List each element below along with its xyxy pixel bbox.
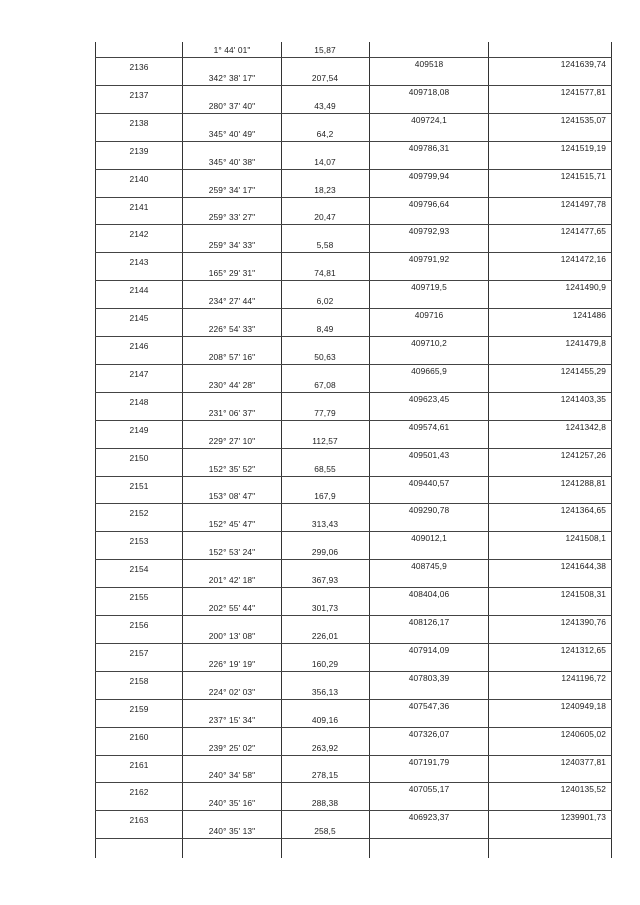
coordinate-y-value: 1241364,65 bbox=[560, 505, 606, 516]
coordinate-x-cell: 409440,57 bbox=[408, 477, 450, 488]
row-rule bbox=[95, 727, 612, 728]
segment-length-cell: 20,47 bbox=[314, 212, 336, 223]
coordinate-x-cell: 408126,17 bbox=[408, 617, 450, 627]
direction-angle-cell: 259° 34' 33" bbox=[208, 240, 256, 251]
direction-angle-cell: 237° 15' 34" bbox=[208, 714, 256, 725]
direction-angle-cell: 240° 35' 13" bbox=[208, 826, 256, 837]
direction-angle-cell: 152° 45' 47" bbox=[208, 519, 256, 530]
coordinate-y-cell bbox=[490, 366, 612, 376]
coordinate-x-cell: 407803,39 bbox=[408, 672, 450, 683]
coordinate-y-value: 1241472,16 bbox=[560, 254, 606, 265]
point-number-cell: 2162 bbox=[129, 787, 149, 798]
segment-length-cell: 409,16 bbox=[311, 714, 339, 725]
direction-angle-cell: 345° 40' 38" bbox=[208, 156, 256, 167]
direction-angle-cell: 226° 19' 19" bbox=[208, 658, 256, 669]
direction-angle-cell: 226° 54' 33" bbox=[208, 324, 256, 334]
segment-length-cell: 226,01 bbox=[311, 630, 339, 641]
direction-angle-cell: 240° 35' 16" bbox=[208, 798, 256, 809]
point-number-cell: 2156 bbox=[129, 620, 149, 630]
coordinate-x-cell: 409012,1 bbox=[411, 533, 447, 544]
coordinate-y-cell bbox=[490, 171, 612, 181]
segment-length-cell: 68,55 bbox=[314, 463, 336, 474]
row-rule bbox=[95, 197, 612, 198]
coordinate-y-cell bbox=[490, 338, 612, 348]
coordinate-y-value: 1241312,65 bbox=[560, 644, 606, 655]
segment-length-cell: 15,87 bbox=[314, 45, 336, 55]
direction-angle-cell: 259° 34' 17" bbox=[208, 184, 256, 195]
point-number-cell: 2142 bbox=[129, 229, 149, 240]
direction-angle-cell: 165° 29' 31" bbox=[208, 268, 256, 279]
direction-angle-cell: 345° 40' 49" bbox=[208, 128, 256, 139]
row-rule bbox=[95, 671, 612, 672]
coordinate-y-value: 1241577,81 bbox=[560, 86, 606, 97]
direction-angle-cell: 1° 44' 01" bbox=[213, 45, 251, 55]
coordinate-y-value: 1241479,8 bbox=[565, 338, 606, 348]
coordinate-y-cell bbox=[490, 645, 612, 655]
direction-angle-cell: 234° 27' 44" bbox=[208, 296, 256, 307]
row-rule bbox=[95, 364, 612, 365]
coordinate-y-cell bbox=[490, 589, 612, 599]
direction-angle-cell: 201° 42' 18" bbox=[208, 575, 256, 586]
segment-length-cell: 6,02 bbox=[316, 296, 334, 307]
point-number-cell: 2146 bbox=[129, 341, 149, 351]
coordinate-x-cell: 409518 bbox=[414, 59, 444, 69]
coordinate-x-cell: 407191,79 bbox=[408, 756, 450, 767]
direction-angle-cell: 280° 37' 40" bbox=[208, 100, 256, 111]
direction-angle-cell: 230° 44' 28" bbox=[208, 379, 256, 390]
coordinate-y-value: 1241196,72 bbox=[561, 672, 606, 683]
coordinate-x-cell: 409623,45 bbox=[408, 393, 450, 404]
segment-length-cell: 74,81 bbox=[314, 268, 336, 279]
coordinate-y-value: 1241342,8 bbox=[565, 421, 606, 432]
coordinate-y-value: 1241508,1 bbox=[565, 533, 606, 544]
coordinate-y-cell bbox=[490, 282, 612, 292]
point-number-cell: 2150 bbox=[129, 452, 149, 463]
point-number-cell: 2143 bbox=[129, 257, 149, 268]
coordinate-y-value: 1240949,18 bbox=[560, 700, 606, 711]
coordinate-x-cell: 409796,64 bbox=[408, 198, 450, 209]
direction-angle-cell: 152° 53' 24" bbox=[208, 547, 256, 558]
coordinate-y-cell bbox=[490, 505, 612, 515]
point-number-cell: 2140 bbox=[129, 173, 149, 184]
row-rule bbox=[95, 782, 612, 783]
point-number-cell: 2163 bbox=[129, 815, 149, 826]
segment-length-cell: 301,73 bbox=[311, 603, 339, 613]
direction-angle-cell: 259° 33' 27" bbox=[208, 212, 256, 223]
coordinate-y-cell bbox=[490, 226, 612, 236]
coordinate-y-value: 1240377,81 bbox=[560, 756, 606, 767]
segment-length-cell: 313,43 bbox=[311, 519, 339, 530]
segment-length-cell: 77,79 bbox=[314, 407, 336, 418]
row-rule bbox=[95, 755, 612, 756]
coordinate-y-value: 1241519,19 bbox=[560, 142, 606, 153]
segment-length-cell: 288,38 bbox=[311, 798, 339, 809]
point-number-cell: 2161 bbox=[129, 759, 149, 770]
segment-length-cell: 167,9 bbox=[314, 491, 336, 502]
coordinate-y-value: 1241515,71 bbox=[560, 170, 606, 181]
coordinate-y-cell bbox=[490, 394, 612, 404]
point-number-cell: 2158 bbox=[129, 675, 149, 686]
coordinate-x-cell: 409290,78 bbox=[408, 505, 450, 516]
direction-angle-cell: 152° 35' 52" bbox=[208, 463, 256, 474]
direction-angle-cell: 229° 27' 10" bbox=[208, 435, 256, 446]
row-rule bbox=[95, 503, 612, 504]
coordinate-y-value: 1241639,74 bbox=[560, 59, 606, 69]
row-rule bbox=[95, 420, 612, 421]
point-number-cell: 2136 bbox=[129, 62, 149, 72]
point-number-cell: 2138 bbox=[129, 117, 149, 128]
point-number-cell: 2139 bbox=[129, 145, 149, 156]
row-rule bbox=[95, 308, 612, 309]
row-rule bbox=[95, 141, 612, 142]
coordinate-y-value: 1241644,38 bbox=[560, 561, 606, 572]
direction-angle-cell: 240° 34' 58" bbox=[208, 770, 256, 781]
segment-length-cell: 356,13 bbox=[311, 686, 339, 697]
coordinate-x-cell: 407055,17 bbox=[408, 784, 450, 795]
row-rule bbox=[95, 336, 612, 337]
direction-angle-cell: 224° 02' 03" bbox=[208, 686, 256, 697]
row-rule bbox=[95, 531, 612, 532]
segment-length-cell: 367,93 bbox=[311, 575, 339, 586]
direction-angle-cell: 153° 08' 47" bbox=[208, 491, 256, 502]
coordinate-x-cell: 408404,06 bbox=[408, 589, 450, 600]
coordinate-y-value: 1240605,02 bbox=[560, 728, 606, 739]
row-rule bbox=[95, 476, 612, 477]
segment-length-cell: 207,54 bbox=[311, 72, 339, 83]
coordinate-x-cell: 409799,94 bbox=[408, 170, 450, 181]
coordinate-y-value: 1241497,78 bbox=[560, 198, 606, 209]
segment-length-cell: 160,29 bbox=[311, 658, 339, 669]
direction-angle-cell: 200° 13' 08" bbox=[208, 630, 256, 641]
row-rule bbox=[95, 587, 612, 588]
coordinate-y-cell bbox=[490, 143, 612, 153]
coordinate-y-cell bbox=[490, 59, 612, 69]
point-number-cell: 2141 bbox=[129, 201, 149, 212]
coordinate-x-cell: 409501,43 bbox=[408, 449, 450, 460]
coordinate-x-cell: 409786,31 bbox=[408, 142, 450, 153]
coordinate-x-cell: 409710,2 bbox=[411, 338, 447, 348]
coordinate-x-cell: 409724,1 bbox=[411, 114, 447, 125]
coordinate-y-value: 1240135,52 bbox=[560, 784, 606, 795]
coordinate-y-cell bbox=[490, 87, 612, 97]
segment-length-cell: 258,5 bbox=[314, 826, 336, 837]
coordinate-x-cell: 409792,93 bbox=[408, 226, 450, 237]
row-rule bbox=[95, 643, 612, 644]
row-rule bbox=[95, 448, 612, 449]
point-number-cell: 2153 bbox=[129, 536, 149, 547]
coordinate-y-cell bbox=[490, 757, 612, 767]
segment-length-cell: 112,57 bbox=[312, 435, 338, 446]
direction-angle-cell: 231° 06' 37" bbox=[208, 407, 256, 418]
coordinate-x-cell: 407547,36 bbox=[408, 700, 450, 711]
coordinate-y-cell bbox=[490, 422, 612, 432]
row-rule bbox=[95, 169, 612, 170]
coordinate-y-cell bbox=[490, 701, 612, 711]
row-rule bbox=[95, 57, 612, 58]
coordinate-y-cell bbox=[490, 812, 612, 822]
point-number-cell: 2155 bbox=[129, 592, 149, 603]
coordinate-y-cell bbox=[490, 310, 612, 320]
point-number-cell: 2148 bbox=[129, 396, 149, 407]
coordinate-x-cell: 409574,61 bbox=[408, 421, 450, 432]
row-rule bbox=[95, 838, 612, 839]
segment-length-cell: 299,06 bbox=[311, 547, 339, 558]
segment-length-cell: 67,08 bbox=[314, 379, 336, 390]
row-rule bbox=[95, 85, 612, 86]
point-number-cell: 2159 bbox=[129, 703, 149, 714]
point-number-cell: 2144 bbox=[129, 285, 149, 296]
coordinate-x-cell: 408745,9 bbox=[411, 561, 447, 572]
point-number-cell: 2145 bbox=[129, 313, 149, 324]
coordinate-y-value: 1239901,73 bbox=[560, 812, 606, 823]
coordinate-y-value: 1241535,07 bbox=[560, 114, 606, 125]
segment-length-cell: 14,07 bbox=[314, 156, 336, 167]
point-number-cell: 2157 bbox=[129, 647, 149, 658]
point-number-cell: 2160 bbox=[129, 731, 149, 742]
point-number-cell: 2154 bbox=[129, 564, 149, 575]
coordinate-x-cell: 409719,5 bbox=[411, 282, 447, 293]
coordinate-y-cell bbox=[490, 450, 612, 460]
coordinate-y-cell bbox=[490, 478, 612, 488]
coordinate-y-cell bbox=[490, 729, 612, 739]
column-divider bbox=[182, 42, 183, 858]
row-rule bbox=[95, 224, 612, 225]
direction-angle-cell: 208° 57' 16" bbox=[208, 351, 256, 362]
segment-length-cell: 8,49 bbox=[316, 324, 334, 334]
coordinate-y-cell bbox=[490, 199, 612, 209]
coordinate-x-cell: 409716 bbox=[414, 310, 444, 321]
coordinate-x-cell: 406923,37 bbox=[408, 812, 450, 823]
coordinate-y-value: 1241257,26 bbox=[560, 449, 606, 460]
coordinate-y-value: 1241477,65 bbox=[560, 226, 606, 237]
row-rule bbox=[95, 810, 612, 811]
point-number-cell: 2147 bbox=[129, 368, 149, 379]
point-number-cell: 2137 bbox=[129, 89, 149, 100]
coordinate-y-cell bbox=[490, 784, 612, 794]
row-rule bbox=[95, 252, 612, 253]
point-number-cell: 2152 bbox=[129, 508, 149, 519]
segment-length-cell: 43,49 bbox=[314, 100, 336, 111]
row-rule bbox=[95, 559, 612, 560]
coordinate-y-value: 1241390,76 bbox=[560, 617, 606, 627]
coordinate-y-value: 1241508,31 bbox=[560, 589, 606, 600]
direction-angle-cell: 202° 55' 44" bbox=[208, 603, 256, 613]
coordinate-y-value: 1241486 bbox=[572, 310, 606, 321]
point-number-cell: 2151 bbox=[129, 480, 149, 491]
point-number-cell: 2149 bbox=[129, 424, 149, 435]
coordinate-y-value: 1241403,35 bbox=[560, 393, 606, 404]
segment-length-cell: 64,2 bbox=[316, 128, 334, 139]
coordinate-x-cell: 409791,92 bbox=[408, 254, 450, 265]
coordinate-y-cell bbox=[490, 115, 612, 125]
coordinate-y-value: 1241288,81 bbox=[560, 477, 606, 488]
segment-length-cell: 18,23 bbox=[314, 184, 336, 195]
row-rule bbox=[95, 699, 612, 700]
coordinate-x-cell: 407914,09 bbox=[408, 644, 450, 655]
row-rule bbox=[95, 113, 612, 114]
segment-length-cell: 5,58 bbox=[316, 240, 334, 251]
coordinate-y-cell bbox=[490, 673, 612, 683]
coordinate-x-cell: 407326,07 bbox=[408, 728, 450, 739]
column-divider bbox=[488, 42, 489, 858]
direction-angle-cell: 239° 25' 02" bbox=[208, 742, 256, 753]
coordinate-y-value: 1241455,29 bbox=[560, 365, 606, 376]
segment-length-cell: 50,63 bbox=[314, 351, 336, 362]
coordinate-y-cell bbox=[490, 617, 612, 627]
coordinate-x-cell: 409718,08 bbox=[408, 86, 450, 97]
coordinate-y-cell bbox=[490, 533, 612, 543]
coordinate-y-cell bbox=[490, 561, 612, 571]
row-rule bbox=[95, 615, 612, 616]
row-rule bbox=[95, 392, 612, 393]
segment-length-cell: 278,15 bbox=[311, 770, 339, 781]
coordinate-x-cell: 409665,9 bbox=[411, 365, 447, 376]
row-rule bbox=[95, 280, 612, 281]
coordinate-y-value: 1241490,9 bbox=[565, 282, 606, 293]
segment-length-cell: 263,92 bbox=[311, 742, 339, 753]
coordinate-y-cell bbox=[490, 254, 612, 264]
table-border-left bbox=[95, 42, 96, 858]
direction-angle-cell: 342° 38' 17" bbox=[208, 72, 256, 83]
